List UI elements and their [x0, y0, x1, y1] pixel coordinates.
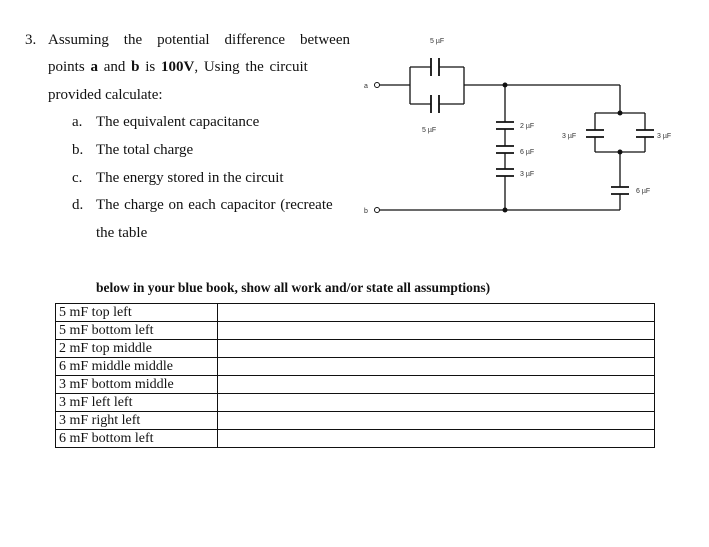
question-line-1 — [48, 33, 350, 48]
row-label: 5 mF top left — [56, 304, 218, 322]
capacitor-charge-table — [55, 303, 655, 448]
terminal-b-label: b — [364, 208, 368, 215]
answer-cell — [218, 322, 655, 340]
word: the — [123, 32, 143, 48]
item-label: a. — [72, 114, 83, 130]
item-a-text: The equivalent capacitance — [96, 114, 260, 130]
row-label: 6 mF middle middle — [56, 358, 218, 376]
text: and — [97, 59, 132, 75]
table-row — [56, 304, 655, 322]
item-b-text: The total charge — [96, 142, 194, 158]
item-d-text: The charge on each capacitor (recreate — [96, 197, 333, 213]
item-d-continuation: the table — [96, 225, 148, 241]
voltage: 100V — [160, 59, 195, 75]
table-row — [56, 394, 655, 412]
cap-middle-middle-label: 6 µF — [520, 149, 535, 156]
word: between — [300, 32, 350, 48]
point-b: b — [131, 59, 140, 75]
item-a — [72, 115, 82, 130]
answer-cell — [218, 358, 655, 376]
table-row — [56, 322, 655, 340]
item-c — [72, 171, 82, 186]
item-label: c. — [72, 170, 83, 186]
table-row — [56, 358, 655, 376]
answer-cell — [218, 430, 655, 448]
word: potential — [157, 32, 210, 48]
row-label: 5 mF bottom left — [56, 322, 218, 340]
text: is — [139, 59, 161, 75]
cap-top-middle-label: 2 µF — [520, 123, 535, 130]
answer-cell — [218, 412, 655, 430]
question-line-2 — [48, 60, 308, 75]
text: , Using the circuit — [194, 59, 308, 75]
point-a: a — [90, 59, 98, 75]
cap-bottom-right-label: 6 µF — [636, 188, 651, 195]
answer-cell — [218, 304, 655, 322]
question-number: 3. — [25, 32, 37, 48]
answer-cell — [218, 394, 655, 412]
answer-cell — [218, 376, 655, 394]
row-label: 2 mF top middle — [56, 340, 218, 358]
answer-cell — [218, 340, 655, 358]
item-d — [72, 198, 83, 213]
word: Assuming — [48, 32, 109, 48]
table-row — [56, 430, 655, 448]
item-label: d. — [72, 197, 84, 213]
item-label: b. — [72, 142, 84, 158]
terminal-a — [375, 83, 380, 88]
terminal-a-label: a — [364, 83, 368, 90]
cap-left-right-label: 3 µF — [562, 133, 577, 140]
row-label: 3 mF bottom middle — [56, 376, 218, 394]
text: points — [48, 59, 91, 75]
item-b — [72, 143, 83, 158]
table-title: below in your blue book, show all work and/or state all assumptions) — [96, 280, 491, 295]
row-label: 6 mF bottom left — [56, 430, 218, 448]
row-label: 3 mF left left — [56, 394, 218, 412]
word: difference — [224, 32, 286, 48]
table-row — [56, 412, 655, 430]
circuit-diagram — [360, 28, 690, 218]
item-c-text: The energy stored in the circuit — [96, 170, 284, 186]
terminal-b — [375, 208, 380, 213]
table-row — [56, 376, 655, 394]
row-label: 3 mF right left — [56, 412, 218, 430]
question-line-3: provided calculate: — [48, 87, 163, 103]
table-row — [56, 340, 655, 358]
cap-bottom-left-label: 5 µF — [422, 127, 437, 134]
cap-right-right-label: 3 µF — [657, 133, 672, 140]
cap-top-left-label: 5 µF — [430, 38, 445, 45]
cap-bottom-middle-label: 3 µF — [520, 171, 535, 178]
